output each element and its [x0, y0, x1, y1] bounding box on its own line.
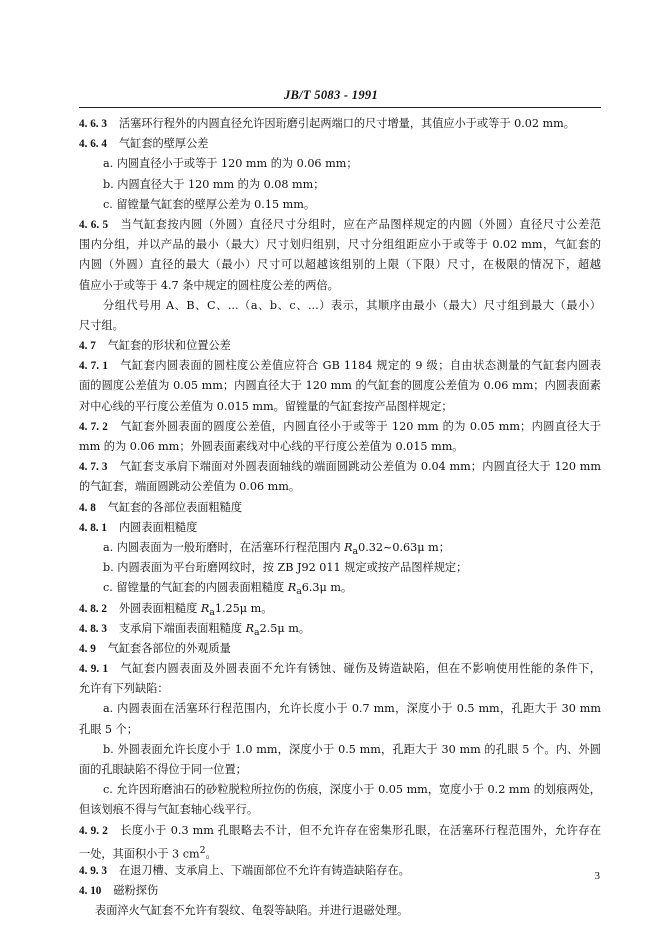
paragraph-text: 孔眼 5 个； [79, 722, 138, 736]
paragraph-text: 表面淬火气缸套不允许有裂纹、龟裂等缺陷。并进行退磁处理。 [95, 904, 409, 918]
clause-text: 气缸套外圆表面的圆度公差值，内圆直径小于或等于 120 mm 的为 0.05 mm；内圆直径大于 [119, 419, 601, 433]
list-item [79, 195, 601, 215]
roughness-subscript: a [254, 626, 260, 638]
clause-text: 支承肩下端面表面粗糙度 [118, 621, 246, 635]
paragraph-line [79, 720, 601, 740]
paragraph-text: 允许有下列缺陷： [79, 682, 169, 696]
clause-number: 4. 9. 1 [79, 663, 109, 676]
clause-text: 气缸套内圆表面的圆柱度公差值应符合 GB 1184 规定的 9 级；自由状态测量的气缸套内圆表 [119, 359, 601, 373]
clause-number: 4. 8. 1 [79, 521, 107, 534]
paragraph-line [79, 841, 601, 861]
roughness-symbol: R [245, 621, 255, 635]
paragraph-text: 值应小于或等于 4.7 条中规定的圆柱度公差的两倍。 [79, 278, 339, 292]
list-item-text: 0.32~0.63μ m； [358, 540, 450, 554]
clause-number: 4. 8. 2 [79, 602, 107, 615]
paragraph-text: 内圆（外圆）直径的最大（最小）尺寸可以超越该组别的上限（下限）尺寸，在极限的情况下，超越 [79, 258, 601, 272]
paragraph-text: 但该划痕不得与气缸套轴心线平行。 [79, 803, 259, 817]
list-item-text: c. 留镗量气缸套的壁厚公差为 0.15 mm。 [103, 197, 316, 211]
paragraph-text: 围内分组，并以产品的最小（最大）尺寸划归组别，尺寸分组组距应小于或等于 0.02 mm，气缸套的 [79, 238, 601, 252]
body-text [79, 114, 601, 922]
clause-number: 4. 6. 5 [79, 218, 109, 231]
clause-number: 4. 7. 2 [79, 420, 108, 433]
clause-text: 当气缸套按内圆（外圆）直径尺寸分组时，应在产品图样规定的内圆（外圆）直径尺寸公差范 [120, 217, 601, 231]
header-rule [79, 107, 601, 108]
clause-number: 4. 8. 3 [79, 622, 107, 635]
list-item-text: c. 允许因珩磨油石的砂粒脱粒所拉伤的伤痕，深度小于 0.05 mm，宽度小于 0.2 mm 的划痕两处， [103, 783, 601, 797]
paragraph-text: mm 的为 0.06 mm；外圆表面素线对中心线的平行度公差值为 0.015 mm。 [79, 440, 464, 453]
clause-number: 4. 6. 3 [79, 118, 107, 130]
clause-text: 气缸套支承肩下端面对外圆表面轴线的端面圆跳动公差值为 0.04 mm；内圆直径大于 120 mm [119, 460, 601, 474]
paragraph-line [79, 437, 601, 457]
list-item [79, 699, 601, 719]
list-item-text: c. 留镗量的气缸套的内圆表面粗糙度 [103, 581, 288, 595]
clause-4-10 [79, 881, 601, 901]
clause-4-6-3 [79, 114, 601, 134]
clause-text: 活塞环行程外的内圆直径允许因珩磨引起两端口的尺寸增量，其值应小于或等于 0.02 mm。 [118, 117, 575, 130]
clause-4-7-3 [79, 457, 601, 477]
list-item-text: a. 内圆直径小于或等于 120 mm 的为 0.06 mm； [103, 157, 358, 171]
list-item-text: a. 内圆表面为一般珩磨时，在活塞环行程范围内 [103, 540, 345, 554]
clause-4-9-3 [79, 861, 601, 881]
clause-4-6-5 [79, 215, 601, 235]
paragraph-line [79, 397, 601, 417]
roughness-subscript: a [352, 546, 359, 558]
paragraph-text: 尺寸组。 [79, 318, 124, 332]
list-item-text: b. 内圆表面为平台珩磨网纹时，按 ZB J92 011 规定或按产品图样规定； [103, 561, 468, 575]
clause-text: 气缸套内圆表面及外圆表面不允许有锈蚀、碰伤及铸造缺陷，但在不影响使用性能的条件下， [120, 662, 601, 676]
clause-number: 4. 8 [79, 501, 96, 514]
clause-number: 4. 9. 3 [79, 864, 107, 877]
list-item [79, 558, 601, 578]
clause-heading: 气缸套的壁厚公差 [118, 137, 209, 151]
roughness-subscript: a [209, 606, 215, 618]
list-item-text: b. 外圆表面允许长度小于 1.0 mm，深度小于 0.5 mm，孔距大于 30 mm 的孔眼 5 个。内、外圆 [103, 742, 601, 756]
roughness-symbol: R [287, 581, 297, 595]
clause-4-8 [79, 498, 601, 518]
clause-4-9-2 [79, 821, 601, 841]
clause-heading: 磁粉探伤 [113, 884, 159, 898]
clause-4-7 [79, 336, 601, 356]
clause-number: 4. 7. 1 [79, 360, 108, 373]
paragraph-line [79, 800, 601, 820]
paragraph-text: 对中心线的平行度公差值为 0.015 mm。留镗量的气缸套按产品图样规定； [79, 399, 453, 413]
clause-heading: 气缸套的各部位表面粗糙度 [107, 500, 243, 514]
clause-heading: 气缸套的形状和位置公差 [107, 339, 231, 353]
clause-text: 2.5μ m。 [259, 621, 311, 635]
paragraph-line [79, 901, 601, 921]
paragraph-line [79, 276, 601, 296]
list-item [79, 740, 601, 760]
clause-number: 4. 7 [79, 340, 96, 353]
clause-number: 4. 6. 4 [79, 138, 107, 151]
clause-4-9 [79, 639, 601, 659]
paragraph-line [79, 316, 601, 336]
clause-heading: 内圆表面粗糙度 [118, 520, 198, 534]
page-header: JB/T 5083 - 1991 [283, 88, 379, 102]
list-item [79, 578, 601, 598]
paragraph-line [79, 477, 601, 497]
clause-text: 长度小于 0.3 mm 孔眼略去不计，但不允许存在密集形孔眼，在活塞环行程范围外，允许存在 [119, 823, 601, 837]
clause-4-8-3 [79, 619, 601, 639]
list-item [79, 175, 601, 195]
clause-number: 4. 9. 2 [79, 824, 108, 837]
list-item-text: 6.3μ m。 [301, 581, 353, 595]
clause-4-7-1 [79, 356, 601, 376]
paragraph-line [79, 679, 601, 699]
paragraph-line [79, 760, 601, 780]
paragraph-text: 的气缸套，端面圆跳动公差值为 0.06 mm。 [79, 480, 301, 494]
list-item [79, 154, 601, 174]
paragraph-text: 分组代号用 A、B、C、...（a、b、c、...）表示，其顺序由最小（最大）尺寸组到最大（最小） [103, 298, 601, 312]
paragraph-line [79, 255, 601, 275]
list-item [79, 538, 601, 558]
paragraph-text: 面的孔眼缺陷不得位于同一位置； [79, 763, 247, 776]
page-number: 3 [594, 870, 600, 882]
roughness-symbol: R [344, 540, 353, 554]
clause-number: 4. 7. 3 [79, 461, 108, 474]
roughness-symbol: R [200, 601, 210, 615]
clause-4-9-1 [79, 659, 601, 679]
clause-4-6-4 [79, 134, 601, 154]
clause-heading: 气缸套各部位的外观质量 [107, 641, 231, 655]
clause-4-8-1 [79, 518, 601, 538]
paragraph-text: 一处，其面积小于 3 cm [79, 847, 200, 861]
clause-4-7-2 [79, 417, 601, 437]
clause-4-8-2 [79, 599, 601, 619]
paragraph-line [79, 235, 601, 255]
paragraph-text: 面的圆度公差值为 0.05 mm；内圆直径大于 120 mm 的气缸套的圆度公差值为 0.06 mm；内圆表面素 [79, 379, 601, 393]
list-item-text: a. 内圆表面在活塞环行程范围内，允许长度小于 0.7 mm，深度小于 0.5 mm，孔距大于 30 mm [103, 702, 601, 716]
paragraph-text: 。 [205, 847, 217, 861]
paragraph-line [79, 376, 601, 396]
roughness-subscript: a [296, 586, 302, 598]
list-item-text: b. 内圆直径大于 120 mm 的为 0.08 mm； [103, 177, 325, 191]
superscript: 2 [199, 844, 206, 856]
paragraph-line [79, 296, 601, 316]
clause-text: 1.25μ m。 [214, 601, 273, 615]
clause-number: 4. 9 [79, 642, 96, 655]
list-item [79, 780, 601, 800]
clause-text: 外圆表面粗糙度 [118, 601, 201, 615]
clause-text: 在退刀槽、支承肩上、下端面部位不允许有铸造缺陷存在。 [118, 863, 410, 877]
clause-number: 4. 10 [79, 885, 102, 898]
